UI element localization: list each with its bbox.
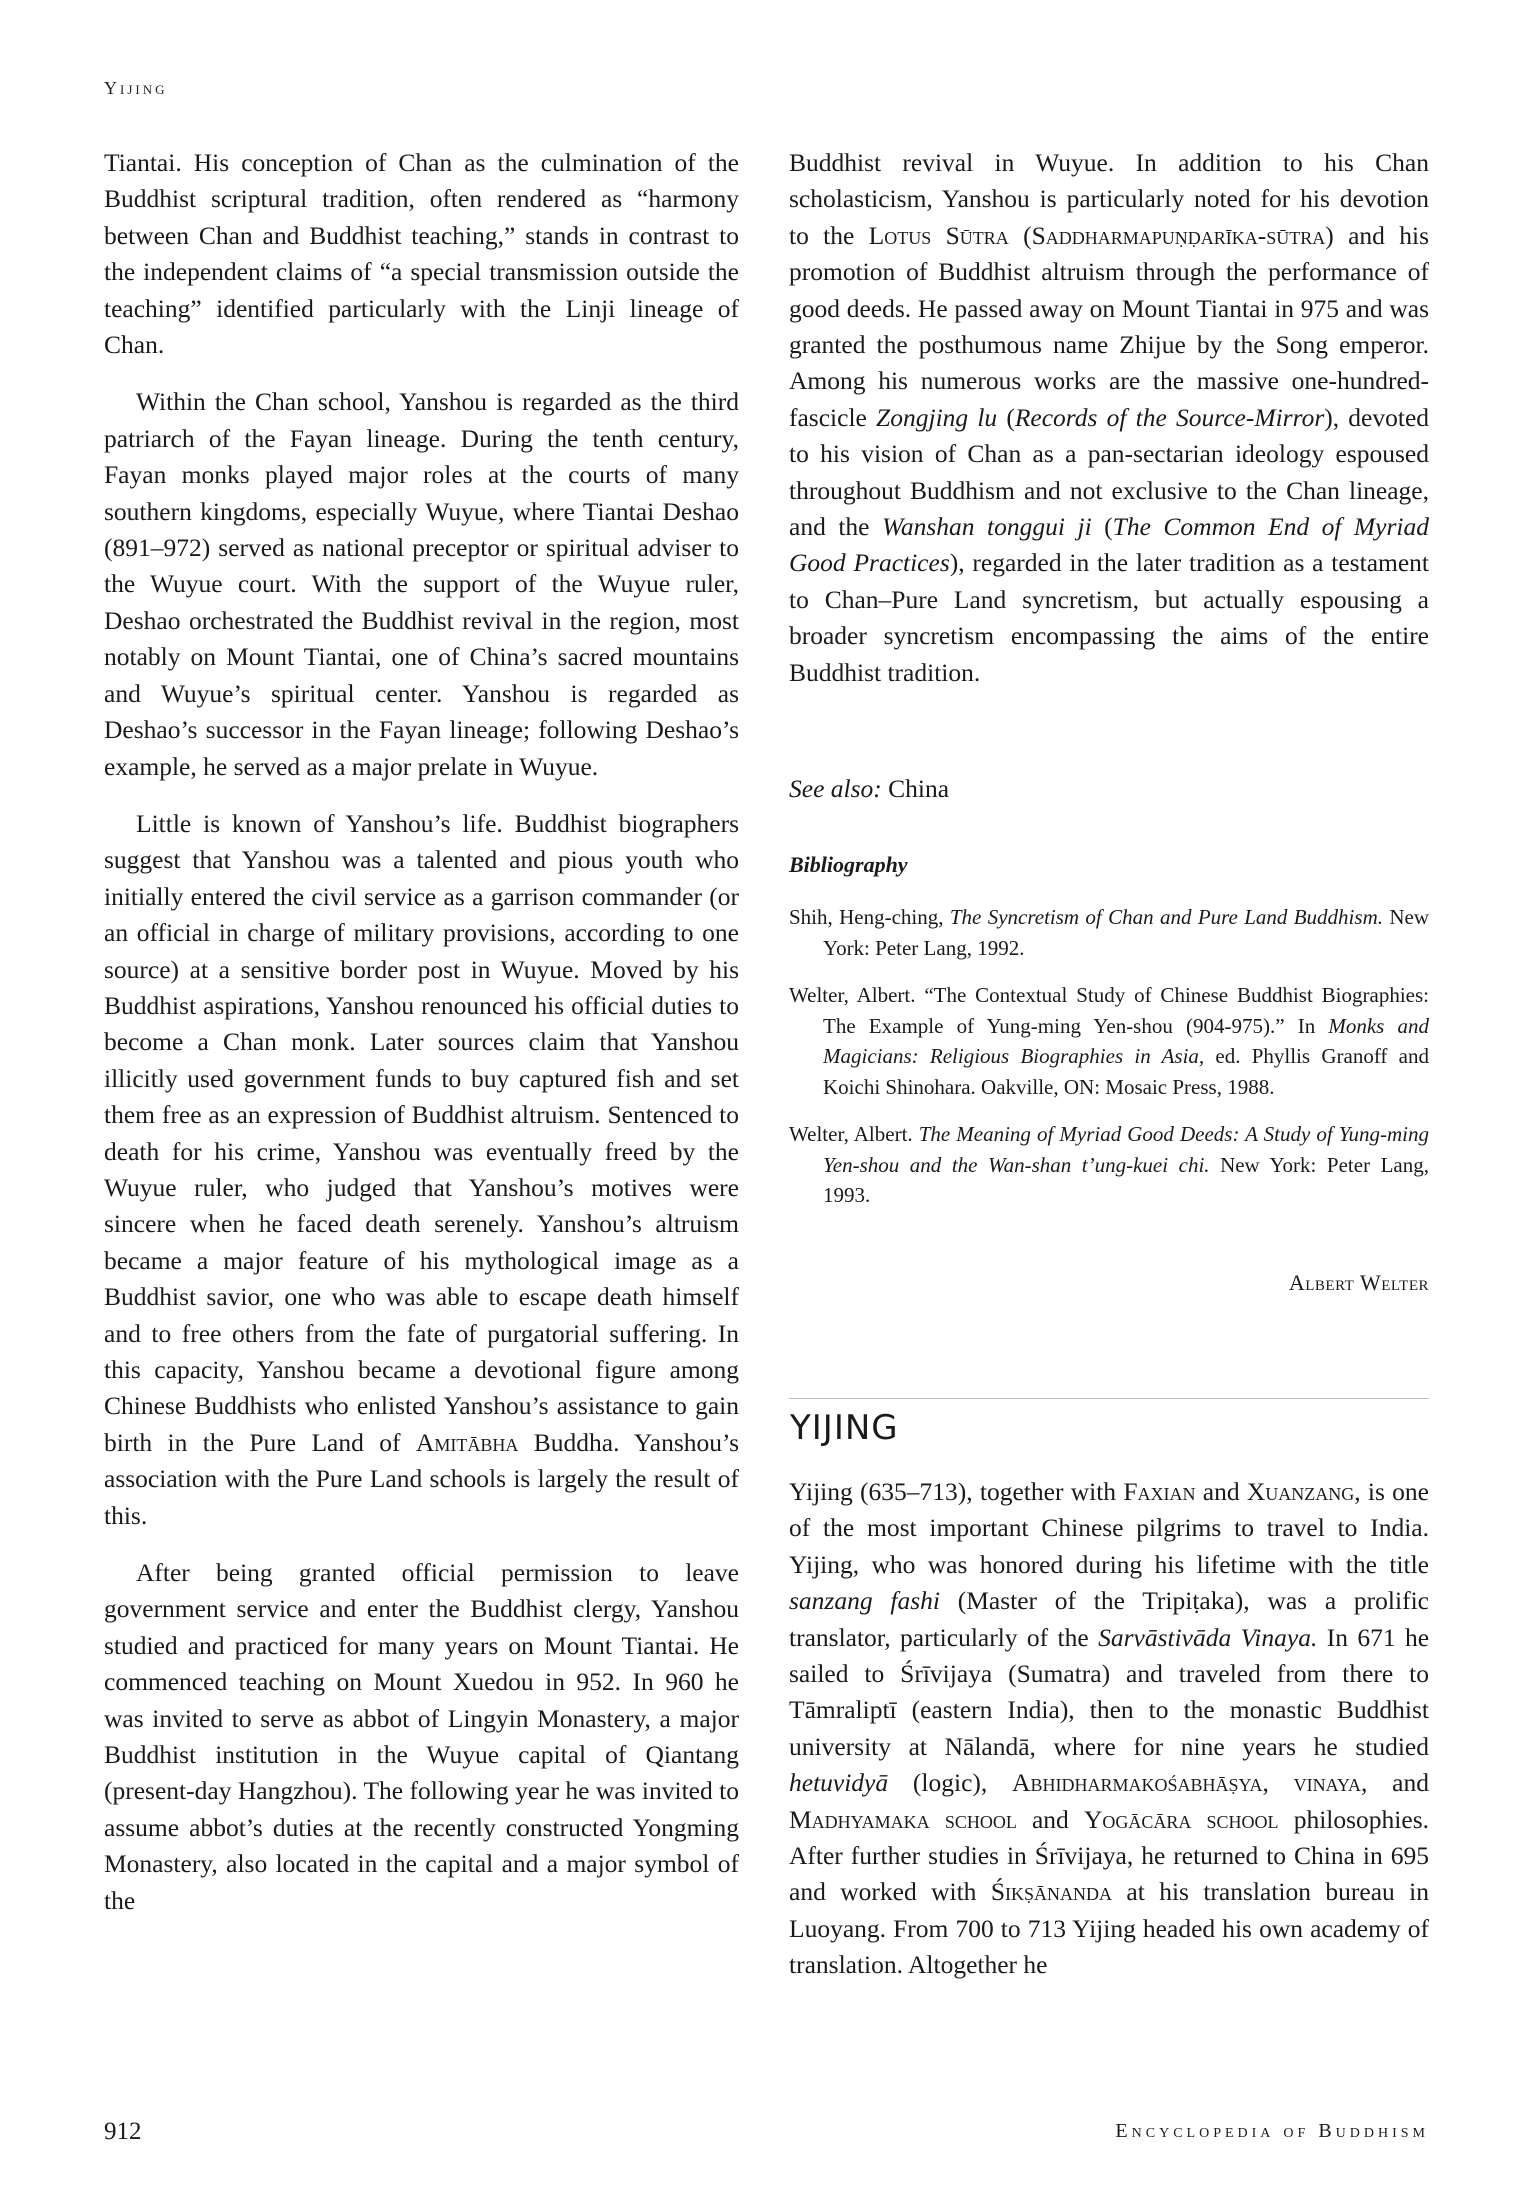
cross-reference-link[interactable]: Faxian xyxy=(1123,1477,1196,1506)
see-also-label: See also: xyxy=(789,774,882,803)
running-head: Yijing xyxy=(104,78,168,98)
cross-reference-link[interactable]: Yogācāra school xyxy=(1083,1804,1279,1834)
citation-title: Monks and Magicians: Religious Biographies in Asia, xyxy=(823,1013,1429,1068)
paragraph-text: , xyxy=(1262,1768,1294,1798)
section-divider xyxy=(789,1398,1429,1399)
paragraph-text: and xyxy=(1016,1804,1084,1834)
paragraph-text: (Master of the Tripiṭaka), was a prolific translator, particularly of the xyxy=(789,1586,1429,1652)
paragraph-text: Little is known of Yanshou’s life. Buddhist biographers suggest that Yanshou was a talented and pious youth who initially entered the civil service as a garrison commander (or an official in charge of military provisions, according to one source) at a sensitive border post in Wuyue. Moved by his Buddhist aspirations, Yanshou renounced his official duties to become a Chan monk. Later sources claim that Yanshou illicitly used government funds to buy captured fish and set them free as an expression of Buddhist altruism. Sentenced to death for his crime, Yanshou was eventually freed by the Wuyue ruler, who judged that Yanshou’s motives were sincere when he faced death serenely. Yanshou’s altruism became a major feature of his mythological image as a Buddhist savior, one who was able to escape death himself and to free others from the fate of purgatorial suffering. In this capacity, Yanshou became a devotional figure among Chinese Buddhists who enlisted Yanshou’s assistance to gain birth in the Pure Land of xyxy=(104,808,739,1457)
paragraph-text: , is one of the most important Chinese pilgrims to travel to India. Yijing, who was honored during his lifetime with the title xyxy=(789,1477,1429,1579)
work-title: Records of the Source-Mirror xyxy=(1014,402,1325,432)
citation-text: Welter, Albert. xyxy=(789,1122,919,1146)
work-title: The Common End of Myriad Good Practices xyxy=(789,512,1429,578)
paragraph-text: ), regarded in the later tradition as a testament to Chan–Pure Land syncretism, but actually espousing a broader syncretism encompassing the aims of the entire Buddhist tradition. xyxy=(789,548,1430,687)
italic-term: hetuvidyā xyxy=(789,1768,889,1798)
citation-text: Shih, Heng-ching, xyxy=(789,905,950,929)
bibliography-entry xyxy=(789,980,1429,1102)
cross-reference-link[interactable]: vinaya xyxy=(1293,1768,1362,1798)
paragraph-text: In 671 he sailed to Śrīvijaya (Sumatra) and traveled from there to Tāmraliptī (eastern India), then to the monastic Buddhist university at Nālandā, where for nine years he studied xyxy=(789,1622,1430,1761)
citation-text: New York: Peter Lang, 1992. xyxy=(823,905,1429,960)
paragraph-text: ( xyxy=(1091,512,1113,542)
bibliography-entry xyxy=(789,902,1429,963)
bibliography-heading: Bibliography xyxy=(789,852,908,877)
italic-term: Sarvāstivāda Vinaya. xyxy=(1098,1622,1318,1652)
book-title: Encyclopedia of Buddhism xyxy=(1115,2120,1429,2142)
cross-reference-link[interactable]: Xuanzang xyxy=(1246,1477,1355,1506)
left-column xyxy=(104,145,739,1919)
see-also-link[interactable]: China xyxy=(888,774,950,803)
paragraph: After being granted official permission to leave government service and enter the Buddhist clergy, Yanshou studied and practiced for many years on Mount Tiantai. He commenced teaching on Mount Xuedou in 952. In 960 he was invited to serve as abbot of Lingyin Monastery, a major Buddhist institution in the Wuyue capital of Qiantang (present-day Hangzhou). The following year he was invited to assume abbot’s duties at the recently constructed Yongming Monastery, also located in the capital and a major symbol of the xyxy=(104,1558,739,1915)
paragraph xyxy=(789,145,1429,691)
citation-title: The Meaning of Myriad Good Deeds: A Study of Yung-ming Yen-shou and the Wan-shan t’ung-kuei chi. xyxy=(823,1122,1430,1177)
paragraph-text: (logic), xyxy=(888,1768,1013,1798)
paragraph-text: and his promotion of Buddhist altruism through the performance of good deeds. He passed away on Mount Tiantai in 975 and was granted the posthumous name Zhijue by the Song emperor. Among his numerous works are the massive one-hundred-fascicle xyxy=(789,220,1429,432)
right-column xyxy=(789,145,1429,691)
cross-reference-link[interactable]: Amitābha xyxy=(415,1427,519,1457)
paragraph-text: Yijing (635–713), together with xyxy=(789,1477,1124,1506)
yijing-entry-body xyxy=(789,1474,1429,1984)
cross-reference-link[interactable]: Śikṣānanda xyxy=(990,1877,1112,1907)
work-title: Wanshan tonggui ji xyxy=(881,512,1092,542)
paragraph-text: ), devoted to his vision of Chan as a pan-sectarian ideology espoused throughout Buddhism and not exclusive to the Chan lineage, and the xyxy=(789,402,1430,542)
paragraph-text: philosophies. After further studies in Śrīvijaya, he returned to China in 695 and worked with xyxy=(789,1804,1430,1907)
entry-title: YIJING xyxy=(790,1408,899,1448)
citation-title: The Syncretism of Chan and Pure Land Buddhism. xyxy=(949,905,1383,929)
bibliography-list xyxy=(789,902,1429,1228)
paragraph-text: and xyxy=(1195,1477,1247,1506)
cross-reference-link[interactable]: Madhyamaka school xyxy=(789,1804,1017,1834)
citation-text: Welter, Albert. “The Contextual Study of Chinese Buddhist Biographies: The Example of Yung-ming Yen-shou (904-975).” In xyxy=(789,983,1429,1038)
bibliography-entry xyxy=(789,1119,1429,1211)
paragraph-text: at his translation bureau in Luoyang. From 700 to 713 Yijing headed his own academy of translation. Altogether he xyxy=(789,1877,1429,1980)
italic-term: sanzang fashi xyxy=(789,1586,940,1616)
paragraph-text: , and xyxy=(1361,1768,1429,1798)
paragraph-text: Buddhist revival in Wuyue. In addition to his Chan scholasticism, Yanshou is particularly noted for his devotion to the xyxy=(789,148,1429,250)
article-author: Albert Welter xyxy=(1288,1270,1429,1295)
paragraph: Within the Chan school, Yanshou is regarded as the third patriarch of the Fayan lineage. During the tenth century, Fayan monks played major roles at the courts of many southern kingdoms, especially Wuyue, where Tiantai Deshao (891–972) served as national preceptor or spiritual adviser to the Wuyue court. With the support of the Wuyue ruler, Deshao orchestrated the Buddhist revival in the region, most notably on Mount Tiantai, one of China’s sacred mountains and Wuyue’s spiritual center. Yanshou is regarded as Deshao’s successor in the Fayan lineage; following Deshao’s example, he served as a major prelate in Wuyue. xyxy=(104,387,739,781)
see-also xyxy=(789,774,949,804)
paragraph-text: ( xyxy=(997,402,1015,432)
citation-text: ed. Phyllis Granoff and Koichi Shinohara. Oakville, ON: Mosaic Press, 1988. xyxy=(823,1044,1429,1099)
cross-reference-link[interactable]: Lotus Sūtra (Saddharmapuṇḍarīka-sūtra) xyxy=(868,220,1334,250)
paragraph xyxy=(104,806,739,1534)
paragraph-text: Buddha. Yanshou’s association with the Pure Land schools is largely the result of this. xyxy=(104,1427,740,1530)
cross-reference-link[interactable]: Abhidharmakośabhāṣya xyxy=(1012,1768,1263,1798)
paragraph: Tiantai. His conception of Chan as the culmination of the Buddhist scriptural tradition, often rendered as “harmony between Chan and Buddhist teaching,” stands in contrast to the independent claims of “a special transmission outside the teaching” identified particularly with the Linji lineage of Chan. xyxy=(104,148,739,360)
citation-text: New York: Peter Lang, 1993. xyxy=(823,1152,1430,1207)
page-number: 912 xyxy=(104,2118,142,2145)
paragraph xyxy=(789,1474,1429,1984)
work-title: Zongjing lu xyxy=(876,402,998,432)
